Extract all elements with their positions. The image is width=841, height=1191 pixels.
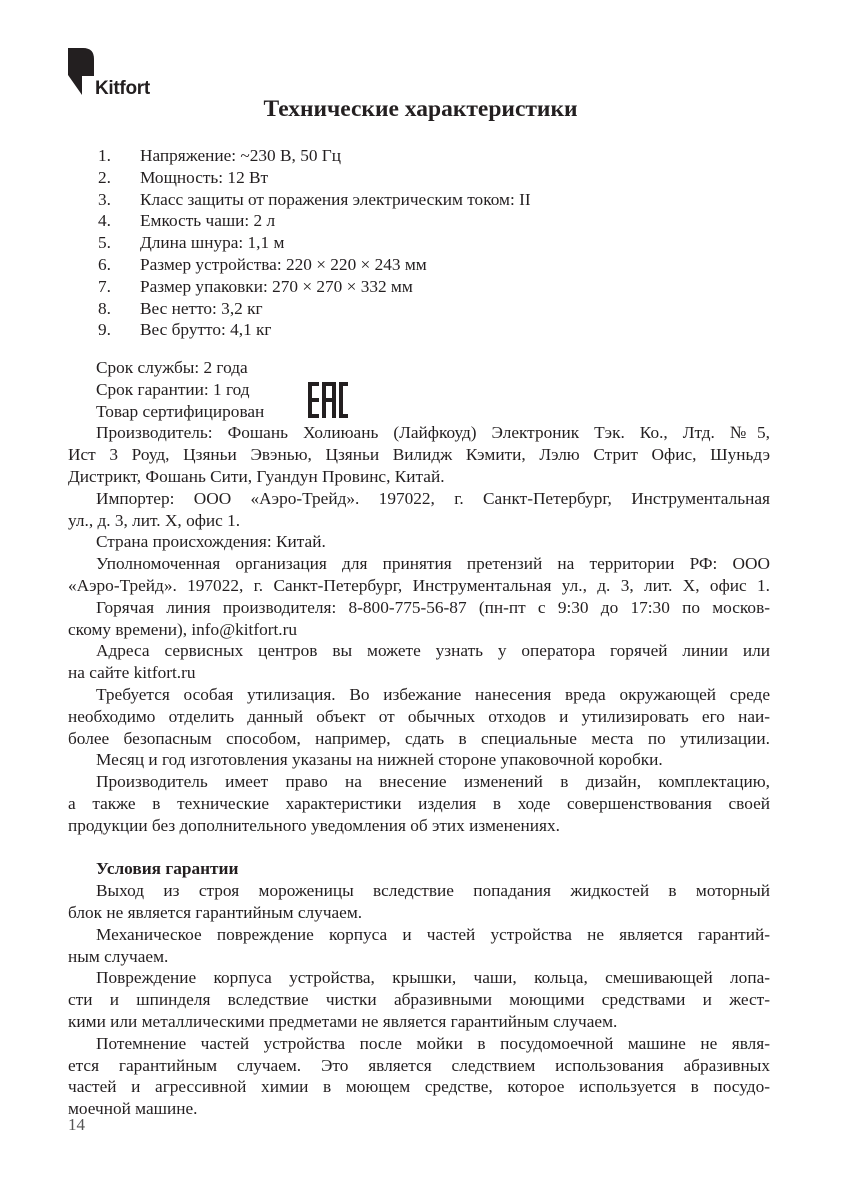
warranty-line: ным случаем.: [68, 946, 169, 966]
spec-item: 6. Размер устройства: 220 × 220 × 243 мм: [98, 254, 427, 274]
warranty-period: Срок гарантии: 1 год: [96, 379, 250, 399]
spec-item: 5. Длина шнура: 1,1 м: [98, 233, 285, 253]
spec-item: 2. Мощность: 12 Вт: [98, 167, 269, 187]
disposal-line: более безопасным способом, например, сдать в специальные места по утилизации.: [68, 728, 770, 748]
changes-line: продукции без дополнительного уведомления об этих изменениях.: [68, 815, 560, 835]
spec-item: 3. Класс защиты от поражения электрическим током: II: [98, 189, 531, 209]
spec-item: 9. Вес брутто: 4,1 кг: [98, 320, 272, 340]
service-centers-line: на сайте kitfort.ru: [68, 663, 196, 683]
spec-item: 4. Емкость чаши: 2 л: [98, 211, 276, 231]
warranty-line: моечной машине.: [68, 1099, 198, 1119]
warranty-line: кими или металлическими предметами не является гарантийным случаем.: [68, 1011, 618, 1031]
body-text: [68, 357, 770, 1120]
warranty-line: Выход из строя мороженицы вследствие попадания жидкостей в моторный: [96, 881, 770, 901]
warranty-line: Механическое повреждение корпуса и частей устройства не является гарантий-: [96, 924, 770, 944]
importer-line: ул., д. 3, лит. Х, офис 1.: [68, 510, 241, 530]
origin: Страна происхождения: Китай.: [96, 532, 326, 552]
kitfort-logo: [68, 48, 168, 98]
changes-line: а также в технические характеристики изделия в ходе совершенствования своей: [68, 793, 770, 813]
spec-list: [98, 145, 531, 341]
service-centers-line: Адреса сервисных центров вы можете узнать у оператора горячей линии или: [96, 641, 770, 661]
warranty-line: частей и агрессивной химии в моющем средстве, которое используется в посудо-: [68, 1077, 770, 1097]
manufacturer-line: Дистрикт, Фошань Сити, Гуандун Провинс, Китай.: [68, 466, 445, 486]
manufacturer-line: Производитель: Фошань Холиюань (Лайфкоуд) Электроник Тэк. Ко., Лтд. №5,: [96, 423, 770, 443]
authorized-line: Уполномоченная организация для принятия претензий на территории РФ: ООО: [96, 554, 770, 574]
certified-line: [68, 401, 770, 423]
disposal-line: необходимо отделить данный объект от обычных отходов и утилизировать его наи-: [68, 706, 770, 726]
manufacture-date: Месяц и год изготовления указаны на нижней стороне упаковочной коробки.: [96, 750, 663, 770]
warranty-line: блок не является гарантийным случаем.: [68, 902, 363, 922]
warranty-line: сти и шпинделя вследствие чистки абразивными моющими средствами и жест-: [68, 990, 770, 1010]
warranty-line: ется гарантийным случаем. Это является следствием использования абразивных: [68, 1055, 770, 1075]
page-title: Технические характеристики: [263, 96, 578, 122]
spec-item: 8. Вес нетто: 3,2 кг: [98, 298, 263, 318]
disposal-line: Требуется особая утилизация. Во избежание нанесения вреда окружающей среде: [96, 684, 770, 704]
warranty-heading: Условия гарантии: [96, 859, 239, 879]
warranty-line: Потемнение частей устройства после мойки в посудомоечной машине не явля-: [96, 1033, 770, 1053]
hotline-line: Горячая линия производителя: 8-800-775-56-87 (пн-пт с 9:30 до 17:30 по москов-: [96, 597, 770, 617]
spec-item: 7. Размер упаковки: 270 × 270 × 332 мм: [98, 276, 413, 296]
logo-text: Kitfort: [95, 78, 150, 99]
service-life: Срок службы: 2 года: [96, 358, 248, 377]
authorized-line: «Аэро-Трейд». 197022, г. Санкт-Петербург, Инструментальная ул., д. 3, лит. Х, офис 1.: [68, 575, 770, 595]
eac-certification-icon: [308, 380, 348, 420]
warranty-line: Повреждение корпуса устройства, крышки, чаши, кольца, смешивающей лопа-: [96, 968, 770, 988]
page-number: 14: [68, 1115, 85, 1134]
certified-text: Товар сертифицирован: [96, 401, 265, 421]
manufacturer-line: Ист 3 Роуд, Цзяньи Эвэнью, Цзяньи Вилидж Кэмити, Лэлю Стрит Офис, Шуньдэ: [68, 445, 770, 465]
kitfort-logo-mark-icon: [68, 48, 94, 96]
hotline-line: скому времени), info@kitfort.ru: [68, 619, 298, 639]
importer-line: Импортер: ООО «Аэро-Трейд». 197022, г. Санкт-Петербург, Инструментальная: [96, 488, 770, 508]
spec-item: 1. Напряжение: ~230 В, 50 Гц: [98, 146, 342, 165]
spacer: [68, 837, 770, 859]
changes-line: Производитель имеет право на внесение изменений в дизайн, комплектацию,: [96, 772, 770, 792]
